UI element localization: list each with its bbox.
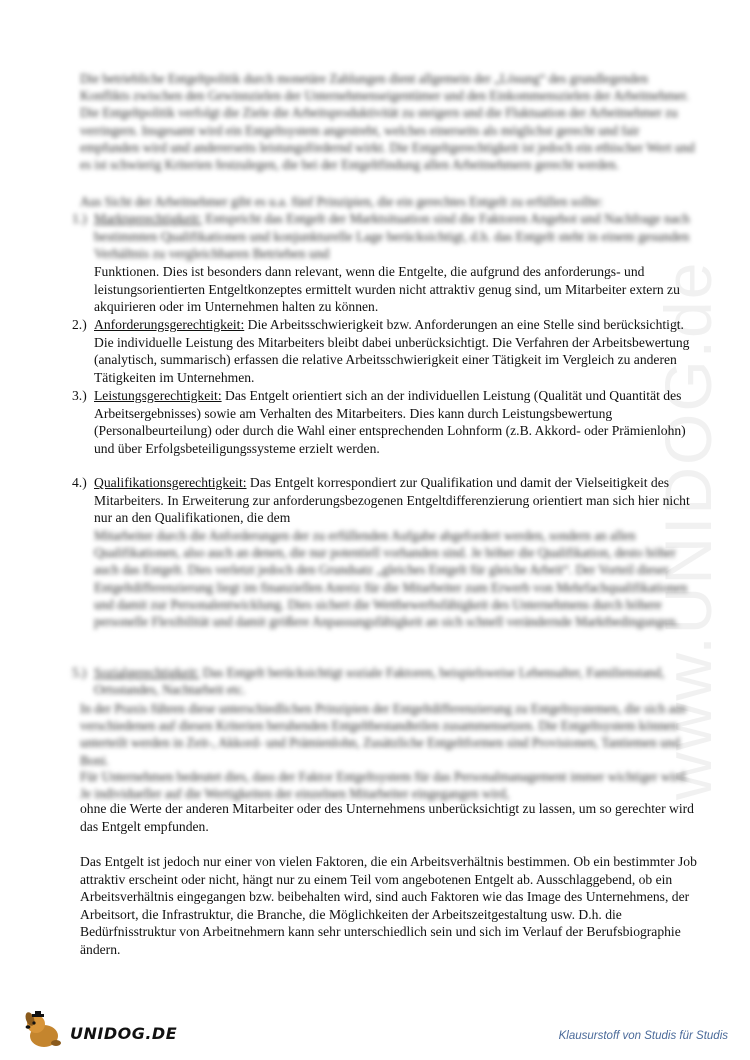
paragraph-practice: In der Praxis führen diese unterschiedlichen Prinzipien der Entgeltdifferenzierung zu Entgeltsystemen, die sich aus verschiedenen auf diesen Kriterien beruhenden Entgeltbestandteilen zusammensetzen. Die Entgeltsystem können unterteilt werden in Zeit-, Akkord- und Prämienlohn, Zusätzliche Entgeltformen sind Provisionen, Tantiemen und Boni. (80, 701, 687, 768)
list-item-4 (72, 474, 694, 527)
list-number: 1.) (72, 211, 87, 226)
list-number: 5.) (72, 665, 87, 680)
term-label: Marktgerechtigkeit: (94, 211, 202, 226)
paragraph-companies: Für Unternehmen bedeutet dies, dass der Faktor Entgeltsystem für das Personalmanagement immer wichtiger wird. Je individueller auf die Wertigkeiten der einzelnen Mitarbeiter eingegangen wird, (80, 769, 689, 802)
term-label: Sozialgerechtigkeit: (94, 665, 200, 680)
paragraph-principles-intro: Aus Sicht der Arbeitnehmer gibt es u.a. fünf Prinzipien, die ein gerechtes Entgelt zu erfüllen sollte: (80, 194, 603, 209)
list-number: 3.) (72, 388, 87, 403)
list-item-1 (72, 210, 694, 263)
watermark: www.UNIDOG.de (651, 260, 725, 800)
term-text: Das Entgelt berücksichtigt soziale Faktoren, beispielsweise Lebensalter, Familienstand, Ortsstandes, Nachtarbeit etc. (94, 665, 665, 698)
footer-tagline: Klausurstoff von Studis für Studis (558, 1030, 728, 1042)
dog-mascot-icon (22, 1010, 70, 1050)
list-number: 4.) (72, 475, 87, 490)
term-text: Das Entgelt orientiert sich an der individuellen Leistung (Qualität und Quantität des Arbeitsergebnisses) sowie am Verhalten des Mitarbeiters. Dies kann durch Leistungsbewertung (Personalbeurteilung) oder durch die Wahl einer entsprechenden Lohnform (z.B. Akkord- oder Prämienlohn) und über Erfolgsbeteiligungssysteme erzielt werden. (94, 388, 686, 456)
logo-text: UNIDOG.DE (70, 1024, 178, 1043)
list-item-3 (72, 387, 694, 457)
term-text: Das Entgelt korrespondiert zur Qualifikation und damit der Vielseitigkeit des Mitarbeiters. In Erweiterung zur anforderungsbezogenen Entgeltdifferenzierung orientiert man sich hier nicht nur an den Qualifikationen, die dem (94, 475, 690, 525)
unidog-logo (22, 1010, 178, 1050)
term-label: Qualifikationsgerechtigkeit: (94, 475, 247, 490)
term-label: Anforderungsgerechtigkeit: (94, 317, 245, 332)
paragraph-companies-continued: ohne die Werte der anderen Mitarbeiter oder des Unternehmens unberücksichtigt zu lassen, um so gerechter wird das Entgelt empfunden. (80, 801, 694, 834)
term-text: Entspricht das Entgelt der Marktsituation sind die Faktoren Angebot und Nachfrage nach bestimmten Qualifikationen und konjunkturelle Lage berücksichtigt, d.h. das Entgelt steht in einem gesunden Verhältnis zu vergleichbaren Betrieben und (94, 211, 690, 262)
term-text: Die Arbeitsschwierigkeit bzw. Anforderungen an eine Stelle sind berücksichtigt. Die individuelle Leistung des Mitarbeiters bleibt dabei unberücksichtigt. Die Verfahren der Arbeitsbewertung (analytisch, summarisch) erfassen die relative Arbeitsschwierigkeit einer Tätigkeit im Vergleich zu anderen Tätigkeiten im Unternehmen. (94, 317, 690, 385)
list-item-5 (72, 664, 694, 698)
term-label: Leistungsgerechtigkeit: (94, 388, 222, 403)
paragraph-intro: Die betriebliche Entgeltpolitik durch monetäre Zahlungen dient allgemein der „Lösung“ des grundlegenden Konflikts zwischen den Gewinnzielen der Unternehmenseigentümer und den Einkommenszielen der Arbeitnehmer. Die Entgeltpolitik verfolgt die Ziele die Arbeitsproduktivität zu steigern und die Fluktuation der Arbeitnehmer zu verringern. Insgesamt wird ein Entgeltsystem angestrebt, welches einerseits als möglichst gerecht und fair empfunden wird und andererseits leistungsfördernd wirkt. Die Entgeltgerechtigkeit ist jedoch ein ethischer Wert und es ist schwierig Kriterien festzulegen, die bei der Entgeltfindung allen Arbeitnehmern gerecht werden. (80, 71, 695, 173)
list-item-4-continued: Mitarbeiter durch die Anforderungen der zu erfüllenden Aufgabe abgefordert werden, sondern an allen Qualifikationen, also auch an denen, die nur potentiell vorhanden sind. Je höher die Qualifikation, desto höher auch das Entgelt. Dies verletzt jedoch den Grundsatz „gleiches Entgelt für gleiche Arbeit“. Der Vorteil dieser Entgeltdifferenzierung liegt im finanziellen Anreiz für die Mitarbeiter zum Erwerb von Mehrfachqualifikationen und damit zur Personalentwicklung. Dies sichert die Wettbewerbsfähigkeit des Unternehmens durch höhere personelle Flexibilität und damit größere Anpassungsfähigkeit an sich schnell verändernde Marktbedingungen. (94, 528, 688, 630)
list-item-2 (72, 316, 694, 386)
list-item-1-continued: Funktionen. Dies ist besonders dann relevant, wenn die Entgelte, die aufgrund des anforderungs- und leistungsorientierten Entgeltkonzeptes ermittelt wurden nicht attraktiv genug sind, um Mitarbeiter extern zu akquirieren oder im Unternehmen halten zu können. (94, 264, 680, 314)
list-number: 2.) (72, 317, 87, 332)
paragraph-other-factors: Das Entgelt ist jedoch nur einer von vielen Faktoren, die ein Arbeitsverhältnis bestimmen. Ob ein bestimmter Job attraktiv erscheint oder nicht, hängt nur zu einem Teil vom angebotenen Entgelt ab. Ausschlaggebend, ob ein Arbeitsverhältnis eingegangen bzw. beibehalten wird, sind auch Faktoren wie das Image des Unternehmens, der Arbeitsort, die Infrastruktur, die Branche, die Möglichkeiten der Arbeitszeitgestaltung usw. D.h. die Bedürfnisstruktur von Arbeitnehmern kann sehr unterschiedlich sein und sich im Verlauf der Berufsbiographie ändern. (80, 854, 697, 957)
